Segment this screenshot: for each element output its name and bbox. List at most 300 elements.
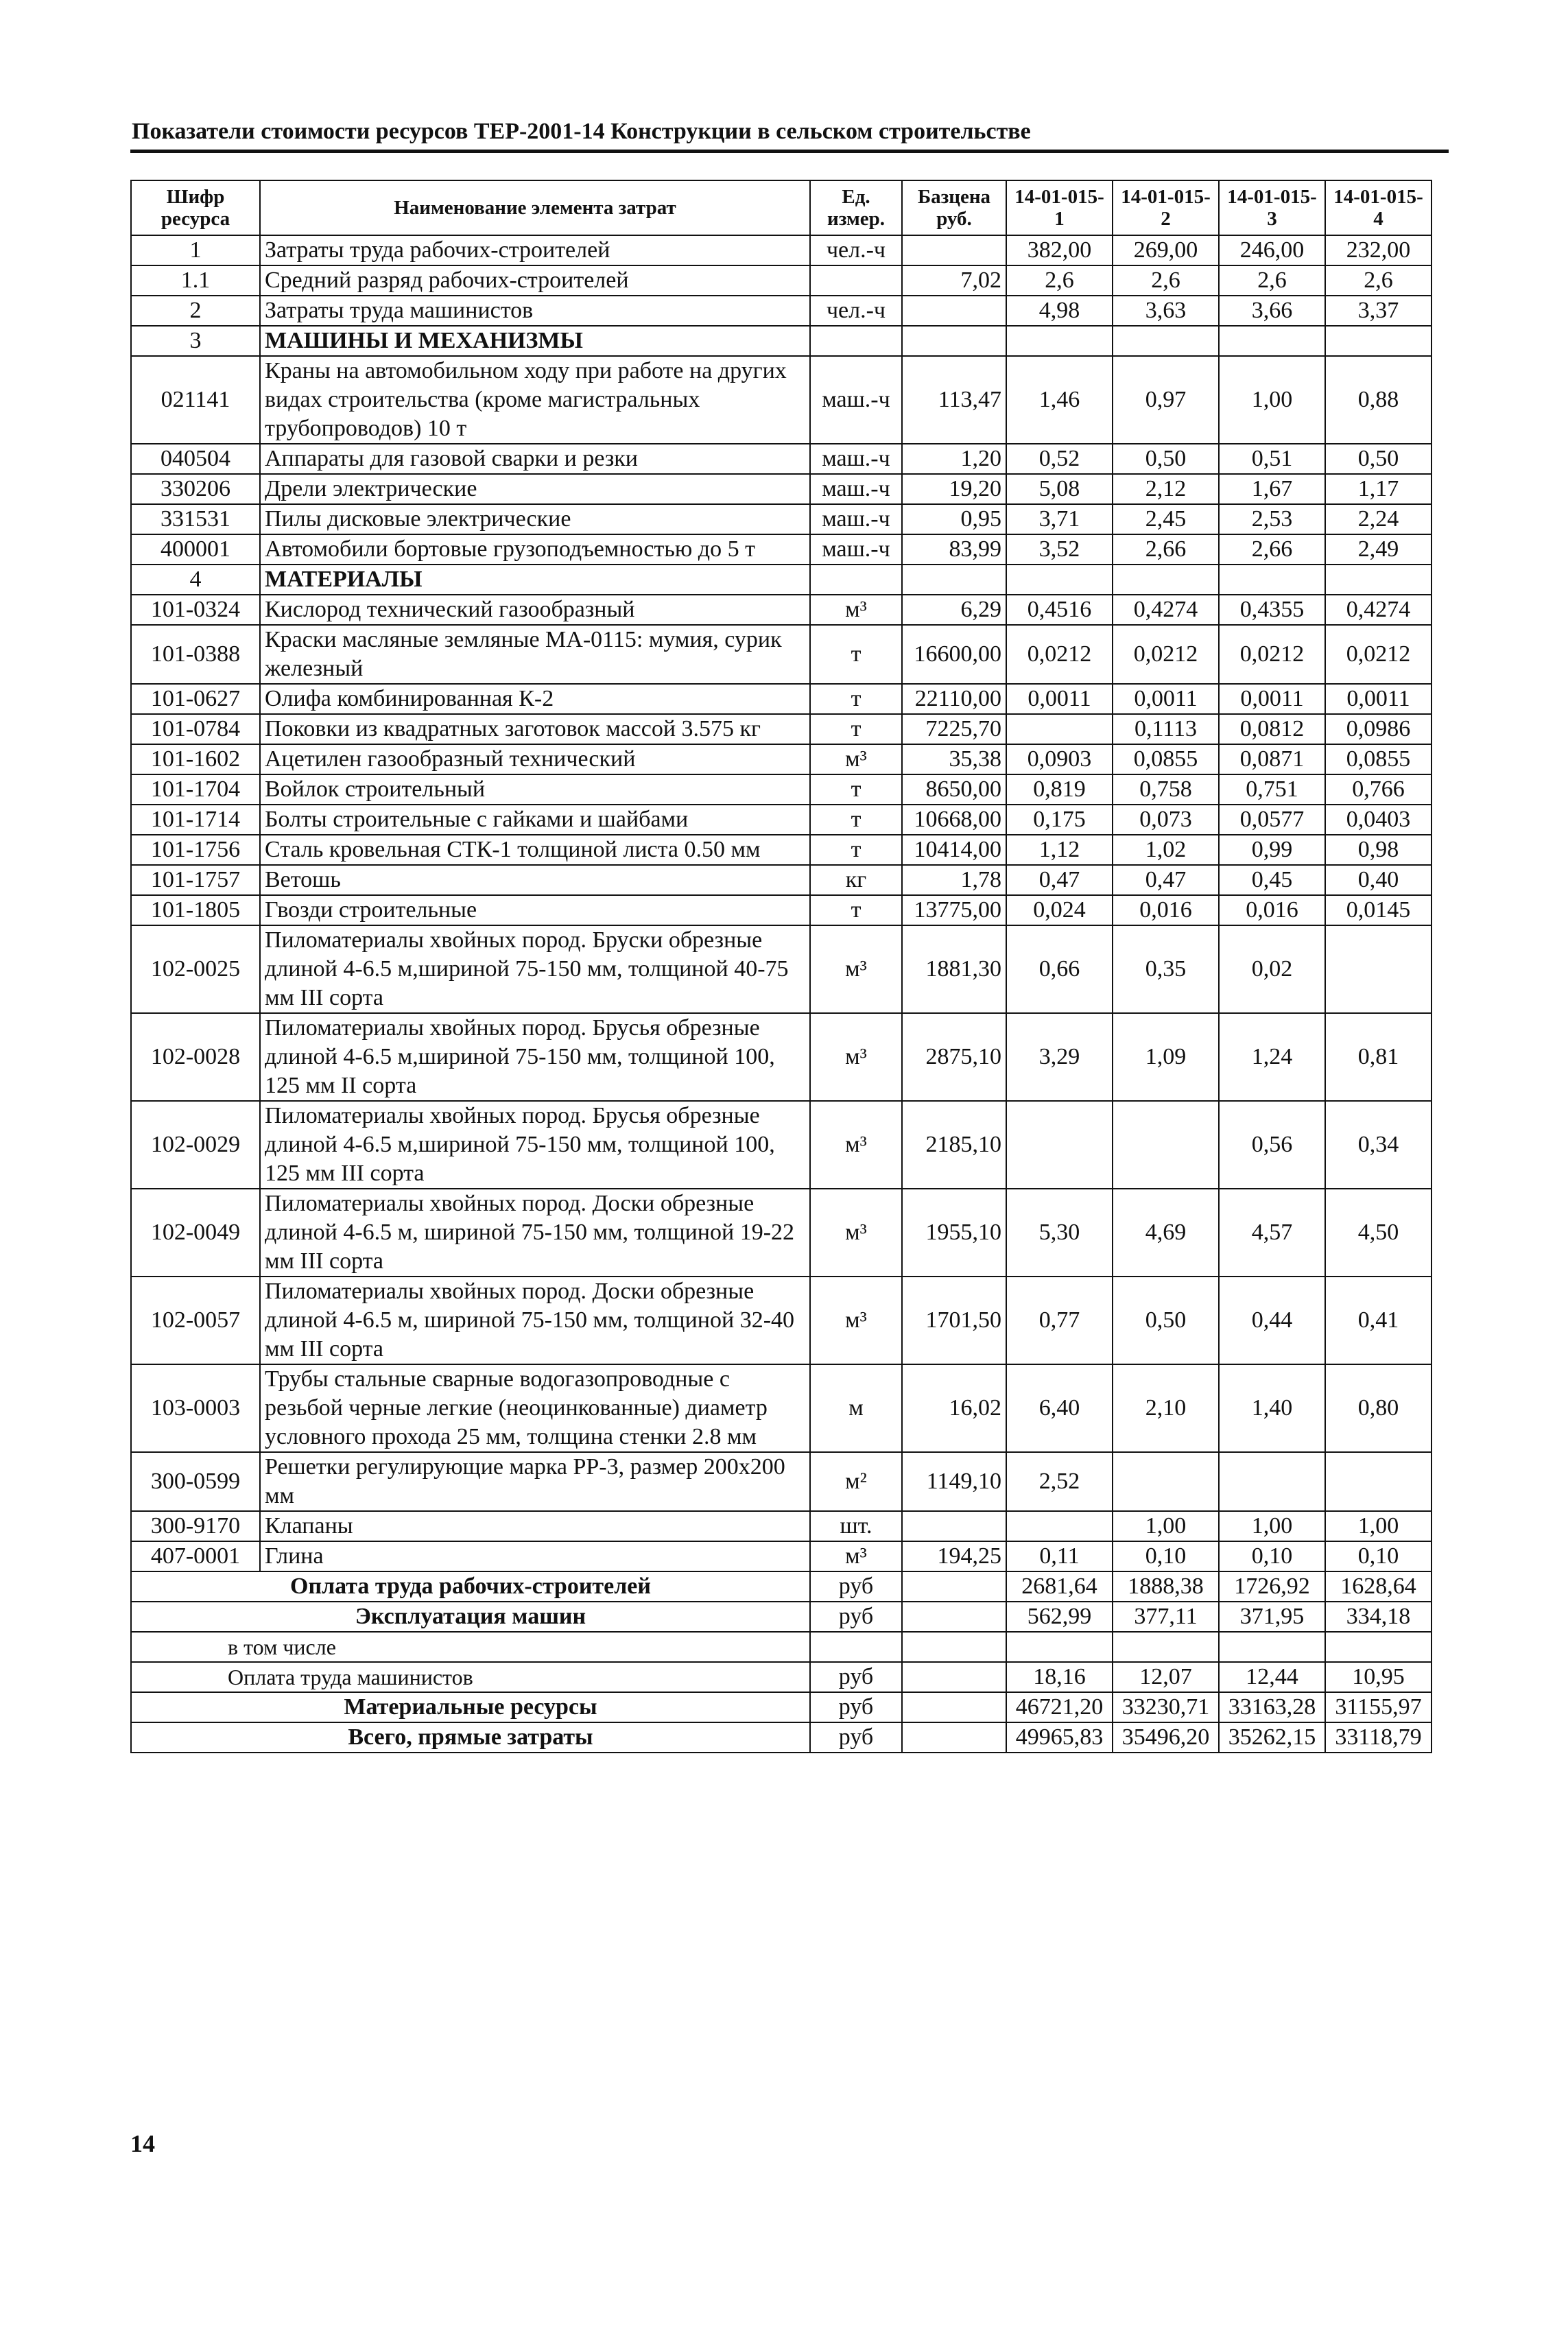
value-cell-c3: 2,66 [1219, 534, 1325, 565]
value-cell-c2: 0,4274 [1113, 595, 1219, 625]
resource-code-cell: 102-0049 [131, 1189, 260, 1277]
empty-cell [902, 1662, 1006, 1692]
col-header-code: Шифр ресурса [131, 180, 260, 235]
value-cell-c2: 1,00 [1113, 1511, 1219, 1541]
value-cell-c4: 1,17 [1325, 474, 1432, 504]
summary-label-cell: в том числе [131, 1632, 810, 1662]
resource-code-cell: 101-0324 [131, 595, 260, 625]
resource-code-cell: 331531 [131, 504, 260, 534]
resource-name-cell: Пилы дисковые электрические [260, 504, 810, 534]
value-cell-c2: 0,35 [1113, 925, 1219, 1013]
summary-unit-cell: руб [810, 1662, 902, 1692]
table-row [131, 444, 1432, 474]
value-cell-c4: 0,88 [1325, 356, 1432, 444]
base-price-cell: 8650,00 [902, 774, 1006, 805]
value-cell-c1: 3,71 [1006, 504, 1113, 534]
summary-value-c4: 10,95 [1325, 1662, 1432, 1692]
unit-cell: маш.-ч [810, 474, 902, 504]
resource-code-cell: 300-9170 [131, 1511, 260, 1541]
value-cell-c1: 0,024 [1006, 895, 1113, 925]
unit-cell: т [810, 684, 902, 714]
value-cell-c2: 0,50 [1113, 444, 1219, 474]
col-header-c1: 14-01-015-1 [1006, 180, 1113, 235]
summary-value-c2 [1113, 1632, 1219, 1662]
table-row [131, 1013, 1432, 1101]
value-cell-c1 [1006, 714, 1113, 744]
value-cell-c2: 4,69 [1113, 1189, 1219, 1277]
summary-row [131, 1662, 1432, 1692]
empty-cell [1219, 326, 1325, 356]
base-price-cell: 19,20 [902, 474, 1006, 504]
resource-code-cell: 101-0784 [131, 714, 260, 744]
value-cell-c4: 0,98 [1325, 835, 1432, 865]
value-cell-c1: 0,47 [1006, 865, 1113, 895]
resource-code-cell: 1.1 [131, 265, 260, 296]
base-price-cell: 1955,10 [902, 1189, 1006, 1277]
col-header-name: Наименование элемента затрат [260, 180, 810, 235]
value-cell-c4: 3,37 [1325, 296, 1432, 326]
summary-value-c4 [1325, 1632, 1432, 1662]
base-price-cell: 16600,00 [902, 625, 1006, 684]
resource-code-cell: 102-0025 [131, 925, 260, 1013]
value-cell-c2: 0,47 [1113, 865, 1219, 895]
col-header-c4: 14-01-015-4 [1325, 180, 1432, 235]
resource-code-cell: 101-1756 [131, 835, 260, 865]
empty-cell [1325, 326, 1432, 356]
value-cell-c1: 5,08 [1006, 474, 1113, 504]
resource-code-cell: 101-1704 [131, 774, 260, 805]
value-cell-c2: 0,1113 [1113, 714, 1219, 744]
unit-cell: т [810, 895, 902, 925]
value-cell-c1: 1,12 [1006, 835, 1113, 865]
table-row [131, 714, 1432, 744]
unit-cell: м² [810, 1452, 902, 1511]
summary-row [131, 1692, 1432, 1722]
unit-cell [810, 265, 902, 296]
table-row [131, 265, 1432, 296]
table-header-row [131, 180, 1432, 235]
value-cell-c4: 232,00 [1325, 235, 1432, 265]
value-cell-c1: 3,52 [1006, 534, 1113, 565]
value-cell-c2: 0,0011 [1113, 684, 1219, 714]
value-cell-c2: 2,66 [1113, 534, 1219, 565]
resource-name-cell: Решетки регулирующие марка РР-3, размер 200х200 мм [260, 1452, 810, 1511]
value-cell-c2: 3,63 [1113, 296, 1219, 326]
resource-name-cell: Болты строительные с гайками и шайбами [260, 805, 810, 835]
resource-name-cell: Поковки из квадратных заготовок массой 3.575 кг [260, 714, 810, 744]
value-cell-c3: 0,0577 [1219, 805, 1325, 835]
value-cell-c4: 0,81 [1325, 1013, 1432, 1101]
value-cell-c2: 2,45 [1113, 504, 1219, 534]
table-row [131, 895, 1432, 925]
summary-value-c2: 33230,71 [1113, 1692, 1219, 1722]
table-row [131, 296, 1432, 326]
unit-cell: т [810, 625, 902, 684]
empty-cell [902, 326, 1006, 356]
value-cell-c4: 0,34 [1325, 1101, 1432, 1189]
resource-name-cell: Пиломатериалы хвойных пород. Брусья обрезные длиной 4-6.5 м,шириной 75-150 мм, толщиной 100, 125 мм II сорта [260, 1013, 810, 1101]
base-price-cell: 1881,30 [902, 925, 1006, 1013]
value-cell-c3: 0,4355 [1219, 595, 1325, 625]
value-cell-c4: 0,40 [1325, 865, 1432, 895]
value-cell-c1: 0,175 [1006, 805, 1113, 835]
resource-name-cell: Глина [260, 1541, 810, 1571]
value-cell-c3: 1,00 [1219, 356, 1325, 444]
unit-cell: м [810, 1364, 902, 1452]
unit-cell: м³ [810, 1013, 902, 1101]
resource-name-cell: Краски масляные земляные МА-0115: мумия, сурик железный [260, 625, 810, 684]
empty-cell [1006, 565, 1113, 595]
summary-value-c3: 12,44 [1219, 1662, 1325, 1692]
unit-cell: чел.-ч [810, 296, 902, 326]
table-row [131, 684, 1432, 714]
resource-code-cell: 400001 [131, 534, 260, 565]
value-cell-c1: 2,52 [1006, 1452, 1113, 1511]
resource-cost-table [130, 180, 1432, 1753]
table-row [131, 774, 1432, 805]
table-row [131, 835, 1432, 865]
resource-name-cell: Ацетилен газообразный технический [260, 744, 810, 774]
table-row [131, 625, 1432, 684]
base-price-cell: 1701,50 [902, 1277, 1006, 1364]
empty-cell [902, 1722, 1006, 1753]
unit-cell: т [810, 714, 902, 744]
table-row [131, 1452, 1432, 1511]
table-row [131, 595, 1432, 625]
base-price-cell: 2875,10 [902, 1013, 1006, 1101]
value-cell-c4: 0,0212 [1325, 625, 1432, 684]
base-price-cell: 113,47 [902, 356, 1006, 444]
value-cell-c1: 0,0011 [1006, 684, 1113, 714]
value-cell-c3: 1,00 [1219, 1511, 1325, 1541]
summary-label-cell: Эксплуатация машин [131, 1602, 810, 1632]
summary-unit-cell: руб [810, 1571, 902, 1602]
empty-cell [1113, 565, 1219, 595]
resource-code-cell: 021141 [131, 356, 260, 444]
resource-name-cell: Пиломатериалы хвойных пород. Доски обрезные длиной 4-6.5 м, шириной 75-150 мм, толщиной 32-40 мм III сорта [260, 1277, 810, 1364]
table-row [131, 1277, 1432, 1364]
unit-cell: маш.-ч [810, 356, 902, 444]
base-price-cell: 2185,10 [902, 1101, 1006, 1189]
resource-name-cell: Сталь кровельная СТК-1 толщиной листа 0.50 мм [260, 835, 810, 865]
summary-label-cell: Всего, прямые затраты [131, 1722, 810, 1753]
value-cell-c3: 0,56 [1219, 1101, 1325, 1189]
value-cell-c3: 0,0871 [1219, 744, 1325, 774]
summary-value-c1: 18,16 [1006, 1662, 1113, 1692]
base-price-cell: 0,95 [902, 504, 1006, 534]
header-rule [130, 150, 1449, 153]
empty-cell [810, 565, 902, 595]
summary-value-c2: 35496,20 [1113, 1722, 1219, 1753]
base-price-cell: 13775,00 [902, 895, 1006, 925]
empty-cell [902, 1602, 1006, 1632]
value-cell-c1: 0,77 [1006, 1277, 1113, 1364]
base-price-cell: 10668,00 [902, 805, 1006, 835]
base-price-cell: 1,78 [902, 865, 1006, 895]
value-cell-c3: 0,0011 [1219, 684, 1325, 714]
table-row [131, 1511, 1432, 1541]
base-price-cell: 194,25 [902, 1541, 1006, 1571]
table-row [131, 805, 1432, 835]
value-cell-c4: 2,24 [1325, 504, 1432, 534]
base-price-cell [902, 1511, 1006, 1541]
summary-value-c4: 31155,97 [1325, 1692, 1432, 1722]
value-cell-c3: 246,00 [1219, 235, 1325, 265]
unit-cell: м³ [810, 1541, 902, 1571]
base-price-cell: 7225,70 [902, 714, 1006, 744]
value-cell-c4: 0,0403 [1325, 805, 1432, 835]
value-cell-c4: 0,50 [1325, 444, 1432, 474]
value-cell-c3: 0,51 [1219, 444, 1325, 474]
resource-code-cell: 101-0627 [131, 684, 260, 714]
summary-row [131, 1602, 1432, 1632]
value-cell-c4 [1325, 925, 1432, 1013]
resource-name-cell: Кислород технический газообразный [260, 595, 810, 625]
value-cell-c2: 269,00 [1113, 235, 1219, 265]
value-cell-c3: 0,0812 [1219, 714, 1325, 744]
value-cell-c1: 4,98 [1006, 296, 1113, 326]
section-row [131, 326, 1432, 356]
summary-label-cell: Материальные ресурсы [131, 1692, 810, 1722]
table-row [131, 1101, 1432, 1189]
value-cell-c2: 0,97 [1113, 356, 1219, 444]
value-cell-c3: 1,40 [1219, 1364, 1325, 1452]
table-row [131, 356, 1432, 444]
summary-unit-cell: руб [810, 1602, 902, 1632]
resource-code-cell: 102-0028 [131, 1013, 260, 1101]
value-cell-c4: 0,4274 [1325, 595, 1432, 625]
value-cell-c2: 1,09 [1113, 1013, 1219, 1101]
resource-name-cell: Ветошь [260, 865, 810, 895]
unit-cell: м³ [810, 1189, 902, 1277]
section-title-cell: МАШИНЫ И МЕХАНИЗМЫ [260, 326, 810, 356]
base-price-cell: 22110,00 [902, 684, 1006, 714]
resource-code-cell: 101-0388 [131, 625, 260, 684]
summary-value-c3: 1726,92 [1219, 1571, 1325, 1602]
summary-value-c4: 1628,64 [1325, 1571, 1432, 1602]
value-cell-c4: 0,80 [1325, 1364, 1432, 1452]
value-cell-c3: 1,67 [1219, 474, 1325, 504]
value-cell-c1: 382,00 [1006, 235, 1113, 265]
base-price-cell: 16,02 [902, 1364, 1006, 1452]
value-cell-c2: 0,50 [1113, 1277, 1219, 1364]
table-row [131, 235, 1432, 265]
summary-value-c1: 2681,64 [1006, 1571, 1113, 1602]
unit-cell: т [810, 774, 902, 805]
summary-value-c3: 371,95 [1219, 1602, 1325, 1632]
empty-cell [1006, 326, 1113, 356]
unit-cell: м³ [810, 595, 902, 625]
summary-label-cell: Оплата труда машинистов [131, 1662, 810, 1692]
summary-value-c4: 334,18 [1325, 1602, 1432, 1632]
table-row [131, 865, 1432, 895]
summary-value-c4: 33118,79 [1325, 1722, 1432, 1753]
resource-name-cell: Краны на автомобильном ходу при работе на других видах строительства (кроме магистральных трубопроводов) 10 т [260, 356, 810, 444]
unit-cell: маш.-ч [810, 534, 902, 565]
resource-code-cell: 4 [131, 565, 260, 595]
empty-cell [1113, 326, 1219, 356]
base-price-cell: 7,02 [902, 265, 1006, 296]
table-row [131, 474, 1432, 504]
value-cell-c4: 2,49 [1325, 534, 1432, 565]
unit-cell: т [810, 835, 902, 865]
resource-code-cell: 330206 [131, 474, 260, 504]
value-cell-c1: 0,0903 [1006, 744, 1113, 774]
value-cell-c4: 0,0986 [1325, 714, 1432, 744]
value-cell-c3: 3,66 [1219, 296, 1325, 326]
empty-cell [810, 326, 902, 356]
resource-code-cell: 407-0001 [131, 1541, 260, 1571]
section-title-cell: МАТЕРИАЛЫ [260, 565, 810, 595]
table-row [131, 1364, 1432, 1452]
summary-value-c3 [1219, 1632, 1325, 1662]
value-cell-c2: 2,12 [1113, 474, 1219, 504]
col-header-c3: 14-01-015-3 [1219, 180, 1325, 235]
summary-row [131, 1571, 1432, 1602]
resource-code-cell: 101-1602 [131, 744, 260, 774]
value-cell-c1: 0,819 [1006, 774, 1113, 805]
section-row [131, 565, 1432, 595]
value-cell-c2: 2,6 [1113, 265, 1219, 296]
value-cell-c2: 1,02 [1113, 835, 1219, 865]
summary-unit-cell: руб [810, 1722, 902, 1753]
value-cell-c2: 0,758 [1113, 774, 1219, 805]
value-cell-c1: 6,40 [1006, 1364, 1113, 1452]
col-header-price: Базцена руб. [902, 180, 1006, 235]
unit-cell: м³ [810, 1277, 902, 1364]
value-cell-c3: 2,6 [1219, 265, 1325, 296]
base-price-cell: 35,38 [902, 744, 1006, 774]
resource-name-cell: Гвозди строительные [260, 895, 810, 925]
summary-value-c2: 1888,38 [1113, 1571, 1219, 1602]
resource-name-cell: Затраты труда рабочих-строителей [260, 235, 810, 265]
unit-cell: чел.-ч [810, 235, 902, 265]
resource-name-cell: Трубы стальные сварные водогазопроводные с резьбой черные легкие (неоцинкованные) диаметр условного прохода 25 мм, толщина стенки 2.8 мм [260, 1364, 810, 1452]
value-cell-c4: 4,50 [1325, 1189, 1432, 1277]
resource-name-cell: Пиломатериалы хвойных пород. Брусья обрезные длиной 4-6.5 м,шириной 75-150 мм, толщиной 100, 125 мм III сорта [260, 1101, 810, 1189]
value-cell-c1: 0,0212 [1006, 625, 1113, 684]
base-price-cell [902, 235, 1006, 265]
empty-cell [902, 1692, 1006, 1722]
empty-cell [1325, 565, 1432, 595]
base-price-cell: 1149,10 [902, 1452, 1006, 1511]
value-cell-c1: 0,52 [1006, 444, 1113, 474]
value-cell-c2: 0,016 [1113, 895, 1219, 925]
col-header-c2: 14-01-015-2 [1113, 180, 1219, 235]
base-price-cell: 10414,00 [902, 835, 1006, 865]
value-cell-c4: 0,41 [1325, 1277, 1432, 1364]
table-row [131, 504, 1432, 534]
unit-cell: м³ [810, 1101, 902, 1189]
summary-value-c3: 33163,28 [1219, 1692, 1325, 1722]
value-cell-c4: 0,10 [1325, 1541, 1432, 1571]
resource-code-cell: 101-1757 [131, 865, 260, 895]
value-cell-c2 [1113, 1101, 1219, 1189]
value-cell-c3: 0,45 [1219, 865, 1325, 895]
empty-cell [902, 565, 1006, 595]
table-body [131, 235, 1432, 1753]
col-header-unit: Ед. измер. [810, 180, 902, 235]
unit-cell: м³ [810, 744, 902, 774]
base-price-cell [902, 296, 1006, 326]
value-cell-c3: 0,016 [1219, 895, 1325, 925]
table-row [131, 534, 1432, 565]
resource-name-cell: Войлок строительный [260, 774, 810, 805]
summary-value-c1: 562,99 [1006, 1602, 1113, 1632]
value-cell-c1: 0,66 [1006, 925, 1113, 1013]
value-cell-c1: 0,4516 [1006, 595, 1113, 625]
value-cell-c4: 0,0145 [1325, 895, 1432, 925]
value-cell-c1: 3,29 [1006, 1013, 1113, 1101]
resource-code-cell: 300-0599 [131, 1452, 260, 1511]
summary-value-c3: 35262,15 [1219, 1722, 1325, 1753]
resource-code-cell: 101-1714 [131, 805, 260, 835]
value-cell-c4: 2,6 [1325, 265, 1432, 296]
base-price-cell: 83,99 [902, 534, 1006, 565]
unit-cell: маш.-ч [810, 504, 902, 534]
value-cell-c3 [1219, 1452, 1325, 1511]
summary-label-cell: Оплата труда рабочих-строителей [131, 1571, 810, 1602]
resource-code-cell: 1 [131, 235, 260, 265]
table-row [131, 925, 1432, 1013]
summary-unit-cell: руб [810, 1692, 902, 1722]
value-cell-c1 [1006, 1511, 1113, 1541]
value-cell-c4: 0,766 [1325, 774, 1432, 805]
value-cell-c3: 0,44 [1219, 1277, 1325, 1364]
resource-code-cell: 3 [131, 326, 260, 356]
value-cell-c2: 0,073 [1113, 805, 1219, 835]
unit-cell: маш.-ч [810, 444, 902, 474]
resource-name-cell: Аппараты для газовой сварки и резки [260, 444, 810, 474]
summary-row [131, 1722, 1432, 1753]
resource-code-cell: 103-0003 [131, 1364, 260, 1452]
value-cell-c3: 1,24 [1219, 1013, 1325, 1101]
resource-code-cell: 040504 [131, 444, 260, 474]
resource-code-cell: 102-0029 [131, 1101, 260, 1189]
value-cell-c4: 0,0011 [1325, 684, 1432, 714]
resource-code-cell: 102-0057 [131, 1277, 260, 1364]
value-cell-c3: 2,53 [1219, 504, 1325, 534]
summary-value-c1: 49965,83 [1006, 1722, 1113, 1753]
value-cell-c1: 1,46 [1006, 356, 1113, 444]
value-cell-c3: 4,57 [1219, 1189, 1325, 1277]
value-cell-c3: 0,0212 [1219, 625, 1325, 684]
unit-cell: кг [810, 865, 902, 895]
value-cell-c4 [1325, 1452, 1432, 1511]
empty-cell [902, 1571, 1006, 1602]
table-row [131, 1541, 1432, 1571]
value-cell-c3: 0,99 [1219, 835, 1325, 865]
value-cell-c1 [1006, 1101, 1113, 1189]
resource-name-cell: Пиломатериалы хвойных пород. Бруски обрезные длиной 4-6.5 м,шириной 75-150 мм, толщиной 40-75 мм III сорта [260, 925, 810, 1013]
value-cell-c3: 0,751 [1219, 774, 1325, 805]
page-number: 14 [130, 2130, 155, 2157]
empty-cell [1219, 565, 1325, 595]
value-cell-c3: 0,02 [1219, 925, 1325, 1013]
resource-name-cell: Средний разряд рабочих-строителей [260, 265, 810, 296]
unit-cell: т [810, 805, 902, 835]
value-cell-c2: 0,10 [1113, 1541, 1219, 1571]
resource-name-cell: Дрели электрические [260, 474, 810, 504]
resource-name-cell: Олифа комбинированная К-2 [260, 684, 810, 714]
value-cell-c1: 0,11 [1006, 1541, 1113, 1571]
base-price-cell: 6,29 [902, 595, 1006, 625]
summary-value-c2: 377,11 [1113, 1602, 1219, 1632]
resource-name-cell: Затраты труда машинистов [260, 296, 810, 326]
value-cell-c2: 0,0855 [1113, 744, 1219, 774]
resource-name-cell: Пиломатериалы хвойных пород. Доски обрезные длиной 4-6.5 м, шириной 75-150 мм, толщиной 19-22 мм III сорта [260, 1189, 810, 1277]
value-cell-c2 [1113, 1452, 1219, 1511]
